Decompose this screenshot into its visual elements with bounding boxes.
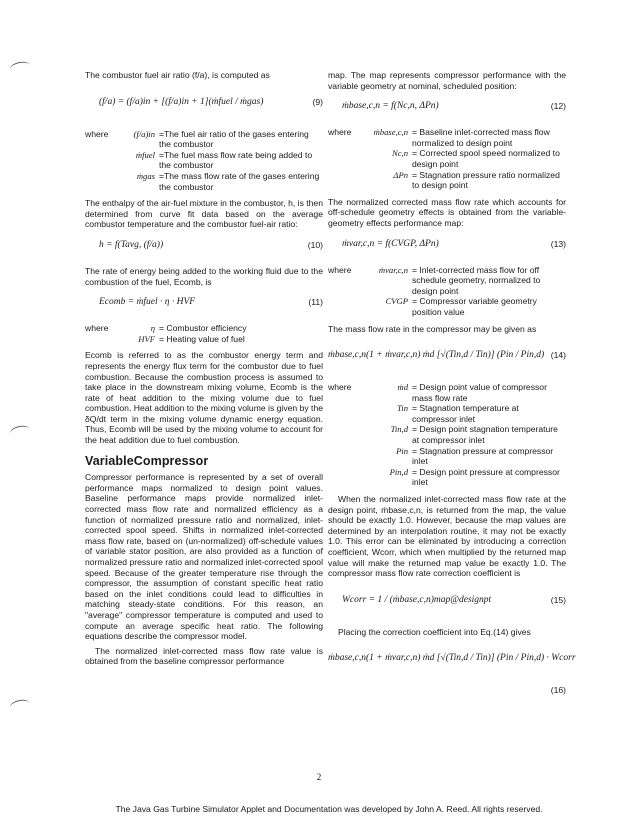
- footer-text: The Java Gas Turbine Simulator Applet and Documentation was developed by John A. Reed. All rights reserved.: [115, 804, 543, 814]
- definition-list: [328, 127, 566, 191]
- definition: = Compressor variable geometry position value: [412, 296, 537, 317]
- symbol: ṁd: [397, 382, 408, 393]
- equation-16: [328, 643, 576, 677]
- symbol: Pin,d: [389, 466, 408, 477]
- definition: = Stagnation pressure at compressor inlet: [412, 445, 554, 467]
- symbol: Tin,d: [390, 424, 408, 435]
- equation-11: [85, 293, 323, 315]
- binder-mark: [9, 424, 31, 439]
- symbol: HVF: [138, 333, 155, 344]
- equation-number: (9): [312, 96, 323, 107]
- symbol: ṁfuel: [135, 149, 155, 160]
- equation-number: (14): [550, 350, 566, 361]
- definition: =The mass flow rate of the gases entering the combustor: [159, 170, 320, 192]
- equation-number: (12): [550, 101, 566, 112]
- equation-number: (15): [550, 594, 566, 605]
- definition: = Design point stagnation temperature at compressor inlet: [412, 424, 558, 446]
- where-label: where: [85, 323, 109, 334]
- section-heading: VariableCompressor: [85, 453, 209, 468]
- binder-mark: [9, 698, 31, 713]
- equation-12: [328, 97, 566, 119]
- definition: = Baseline inlet-corrected mass flow normalized to design point: [412, 127, 550, 148]
- paragraph: Placing the correction coefficient into Eq.(14) gives: [338, 626, 531, 637]
- definition: = Design point value of compressor mass flow rate: [412, 382, 547, 403]
- paragraph: The mass flow rate in the compressor may be given as: [328, 323, 537, 334]
- paragraph: The enthalpy of the air-fuel mixture in the combustor, h, is then determined from curve fit data based on the average combustor temperature and the combustor fuel-air ratio:: [85, 198, 323, 230]
- definition-list: [85, 129, 323, 193]
- equation-expression: Wcorr = 1 / (ṁbase,c,n)map@designpt: [342, 594, 492, 605]
- right-column: [328, 70, 576, 696]
- where-label: where: [328, 264, 352, 275]
- definition: = Stagnation pressure ratio normalized to design point: [412, 169, 560, 191]
- paragraph: The combustor fuel air ratio (f/a), is computed as: [85, 70, 270, 80]
- definition: = Inlet-corrected mass flow for off schedule geometry, normalized to design point: [412, 264, 541, 296]
- definition: = Corrected spool speed normalized to design point: [412, 148, 560, 169]
- page-number: 2: [316, 772, 322, 782]
- paragraph: When the normalized inlet-corrected mass flow rate at the design point, ṁbase,c,n, is returned from the map, the value should be exactly 1.0. However, because the map values are determined by an interpolation routine, it may not be exactly 1.0. This error can be eliminated by introducing a correction coefficient, Wcorr, which when multiplied by the returned map value will make the returned map value be exactly 1.0. The compressor mass flow rate correction coefficient is: [328, 494, 566, 579]
- equation-expression: Ecomb = ṁfuel · η · HVF: [99, 297, 196, 308]
- symbol: Tin: [397, 403, 408, 414]
- symbol: ṁvar,c,n: [378, 264, 408, 275]
- definition: = Stagnation temperature at compressor inlet: [412, 403, 519, 424]
- paragraph: The normalized corrected mass flow rate which accounts for off-schedule geometry effects is obtained from the variable-geometry effects performance map:: [328, 196, 566, 228]
- where-label: where: [85, 128, 109, 139]
- paragraph: map. The map represents compressor performance with the variable geometry at nominal, scheduled position:: [328, 70, 566, 91]
- equation-expression: ṁbase,c,n(1 + ṁvar,c,n) ṁd [√(Tin,d / Tin)] (Pin / Pin,d) · Wcorr: [328, 653, 576, 664]
- definition: = Heating value of fuel: [159, 333, 245, 344]
- equation-15: [328, 585, 566, 619]
- equation-expression: ṁbase,c,n = f(Nc,n, ΔPn): [342, 101, 439, 112]
- equation-10: [85, 236, 323, 258]
- symbol: η: [150, 323, 155, 334]
- binder-mark: [9, 60, 31, 75]
- equation-9: [85, 87, 323, 121]
- definition-list: [85, 323, 323, 344]
- paragraph: The rate of energy being added to the working fluid due to the combustion of the fuel, Ecomb, is: [85, 265, 323, 287]
- symbol: Nc,n: [392, 148, 408, 159]
- definition: =The fuel air ratio of the gases entering the combustor: [159, 128, 309, 150]
- equation-number: (13): [550, 238, 566, 249]
- symbol: Pin: [396, 445, 408, 456]
- symbol: ΔPn: [393, 169, 408, 180]
- equation-14: [328, 340, 566, 374]
- symbol: ṁgas: [136, 170, 155, 181]
- symbol: (f/a)in: [133, 128, 155, 139]
- where-label: where: [328, 127, 352, 138]
- equation-expression: ṁbase,c,n(1 + ṁvar,c,n) ṁd [√(Tin,d / Tin)] (Pin / Pin,d): [328, 350, 545, 361]
- equation-13: [328, 235, 566, 257]
- equation-expression: ṁvar,c,n = f(CVGP, ΔPn): [342, 238, 439, 249]
- paragraph: Compressor performance is represented by a set of overall performance maps normalized to design point values. Baseline performance maps provide normalized inlet-corrected mass flow rate and normalized efficiency as a function of normalized pressure ratio and normalized, inlet-corrected spool speed. Shifts in normalized inlet-corrected mass flow rate, based on (un-normalized) off-schedule values of variable stator position, are also provided as a function of normalized pressure ratio and normalized inlet-corrected spool speed. Because of the greater temperature rise through the compressor, the assumption of constant specific heat ratio based on the inlet conditions could lead to difficulties in matching steady-state conditions. For this reason, an "average" compressor temperature is computed and used to compute an average specific heat ratio. The following equations describe the compressor model.: [85, 472, 323, 642]
- definition-list: [328, 265, 566, 318]
- left-column: [85, 70, 323, 671]
- definition: = Design point pressure at compressor inlet: [412, 466, 560, 488]
- where-label: where: [328, 382, 352, 393]
- equation-number: (11): [308, 297, 323, 308]
- paragraph: Ecomb is referred to as the combustor energy term and represents the energy flux term for the combustor due to fuel combustion. Because the combustion process is assumed to take place in the downstream mixing volume, Ecomb is the rate of heat addition to the mixing volume due to fuel combustion. Heat addition to the mixing volume is given by the δQ/dt term in the mixing volume dynamic energy equation. Thus, Ecomb will be used by the mixing volume to account for the heat addition due to fuel combustion.: [85, 350, 323, 446]
- definition-list: [328, 382, 566, 488]
- equation-expression: h = f(Tavg, (f/a)): [99, 239, 164, 250]
- equation-number: (10): [307, 239, 323, 250]
- definition: =The fuel mass flow rate being added to the combustor: [159, 149, 313, 171]
- symbol: ṁbase,c,n: [373, 127, 408, 138]
- definition: = Combustor efficiency: [159, 323, 247, 334]
- equation-expression: (f/a) = (f/a)in + [(f/a)in + 1](ṁfuel / ṁgas): [99, 96, 264, 107]
- equation-16-number: (16): [550, 685, 566, 696]
- symbol: CVGP: [385, 296, 408, 307]
- paragraph: The normalized inlet-corrected mass flow rate value is obtained from the baseline compressor performance: [85, 645, 323, 667]
